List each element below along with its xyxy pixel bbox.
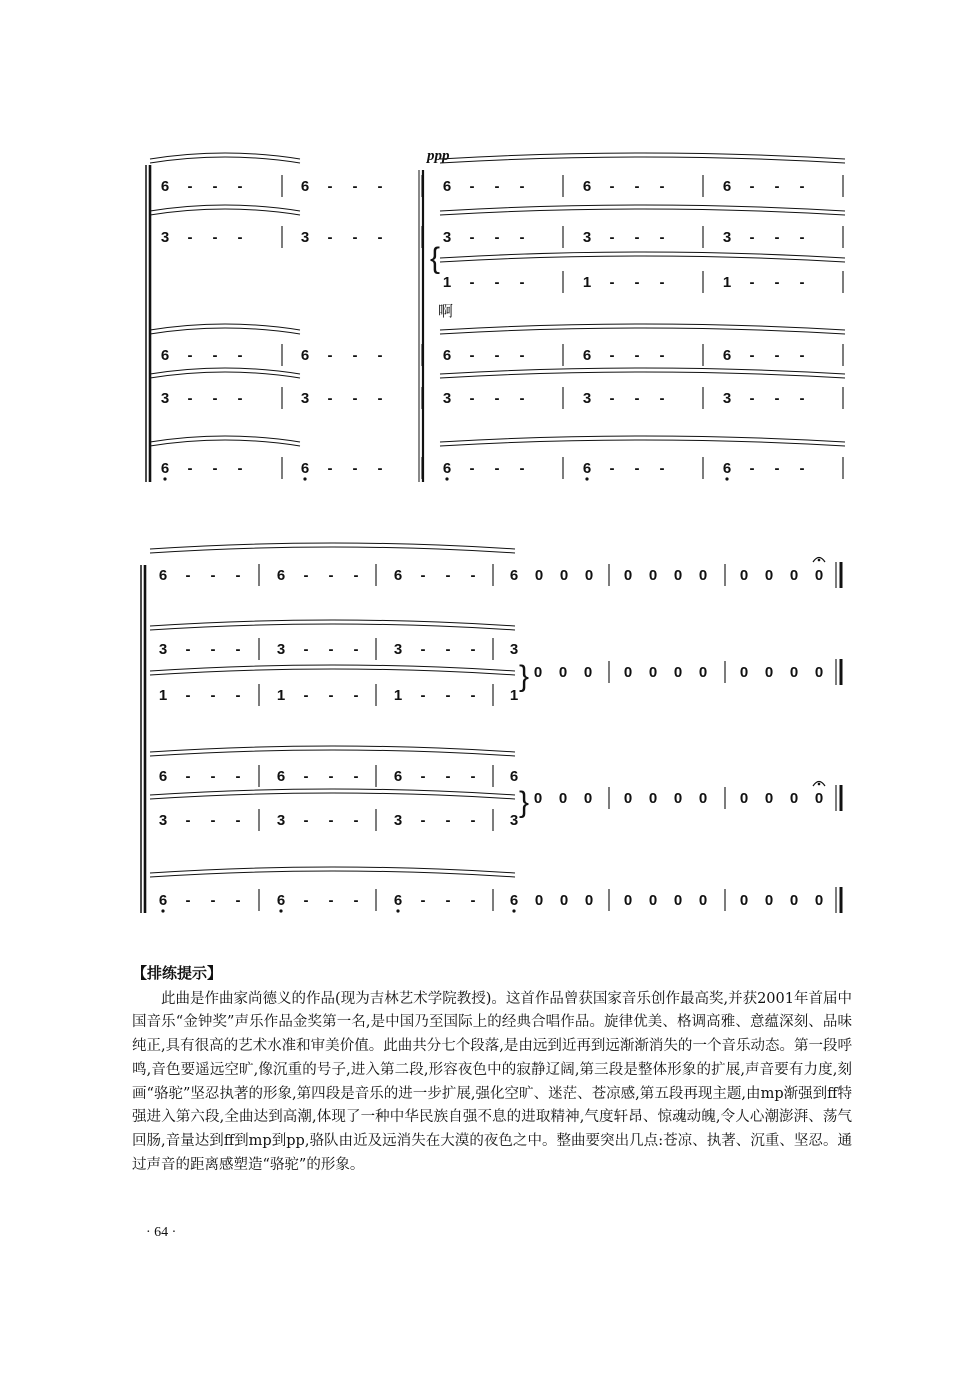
- tie-slur: [150, 793, 515, 799]
- dash: -: [303, 687, 309, 704]
- note: 3: [442, 229, 452, 246]
- dash: -: [210, 687, 216, 704]
- fermata-dot: [818, 559, 821, 562]
- tie-slur: [440, 256, 845, 262]
- dash: -: [420, 768, 426, 785]
- note: 1: [722, 274, 732, 291]
- tie-slur: [440, 368, 845, 374]
- dash: -: [774, 178, 780, 195]
- dash: -: [470, 567, 476, 584]
- tie-slur: [150, 665, 515, 671]
- dash: -: [494, 347, 500, 364]
- note: 0: [648, 567, 658, 584]
- note: 6: [509, 892, 519, 909]
- dash: -: [187, 178, 193, 195]
- dash: -: [377, 229, 383, 246]
- dash: -: [328, 567, 334, 584]
- note: 6: [582, 347, 592, 364]
- tie-slur: [150, 209, 300, 215]
- note: 3: [582, 229, 592, 246]
- dash: -: [210, 812, 216, 829]
- dash: -: [774, 274, 780, 291]
- tie-slur: [440, 252, 845, 258]
- dash: -: [609, 347, 615, 364]
- dash: -: [445, 641, 451, 658]
- dash: -: [799, 390, 805, 407]
- note: 3: [722, 390, 732, 407]
- dash: -: [749, 347, 755, 364]
- dash: -: [609, 178, 615, 195]
- note: 6: [442, 460, 452, 477]
- dash: -: [328, 768, 334, 785]
- dash: -: [519, 390, 525, 407]
- tie-slur: [150, 368, 300, 374]
- dash: -: [353, 768, 359, 785]
- octave-dot: [163, 477, 166, 480]
- dash: -: [634, 274, 640, 291]
- score-system-1: [146, 153, 845, 940]
- note: 3: [442, 390, 452, 407]
- tie-slur: [150, 440, 300, 446]
- tie-slur: [440, 328, 845, 334]
- note: 0: [698, 790, 708, 807]
- tie-slur: [150, 372, 300, 378]
- note: 0: [789, 664, 799, 681]
- dash: -: [519, 347, 525, 364]
- note: 6: [509, 567, 519, 584]
- dash: -: [235, 567, 241, 584]
- dash: -: [420, 687, 426, 704]
- note: 0: [673, 664, 683, 681]
- note: 1: [582, 274, 592, 291]
- tie-slur: [440, 440, 845, 446]
- score-system-2: [141, 543, 841, 913]
- rehearsal-heading: 【排练提示】: [132, 964, 223, 982]
- note: 0: [559, 567, 569, 584]
- octave-dot: [512, 909, 515, 912]
- dash: -: [445, 567, 451, 584]
- dash: -: [237, 347, 243, 364]
- dash: -: [353, 687, 359, 704]
- dash: -: [212, 229, 218, 246]
- note: 6: [722, 460, 732, 477]
- dash: -: [353, 567, 359, 584]
- note: 6: [300, 460, 310, 477]
- note: 0: [648, 892, 658, 909]
- dash: -: [420, 641, 426, 658]
- dash: -: [470, 687, 476, 704]
- dash: -: [187, 347, 193, 364]
- note: 0: [584, 567, 594, 584]
- dash: -: [303, 567, 309, 584]
- dash: -: [185, 768, 191, 785]
- note: 0: [623, 567, 633, 584]
- note: 3: [300, 390, 310, 407]
- dash: -: [609, 390, 615, 407]
- dash: -: [303, 641, 309, 658]
- note: 6: [509, 768, 519, 785]
- note: 1: [158, 687, 168, 704]
- note: 0: [764, 790, 774, 807]
- dash: -: [237, 390, 243, 407]
- dash: -: [237, 178, 243, 195]
- tie-slur: [440, 436, 845, 442]
- dash: -: [327, 178, 333, 195]
- note: 0: [814, 892, 824, 909]
- tie-slur: [440, 209, 845, 215]
- dash: -: [327, 460, 333, 477]
- note: 3: [393, 812, 403, 829]
- dash: -: [212, 178, 218, 195]
- dash: -: [634, 460, 640, 477]
- dash: -: [235, 768, 241, 785]
- note: 6: [582, 460, 592, 477]
- note: 0: [583, 790, 593, 807]
- dash: -: [470, 812, 476, 829]
- dash: -: [185, 812, 191, 829]
- note: 0: [559, 892, 569, 909]
- dash: -: [469, 274, 475, 291]
- dash: -: [519, 274, 525, 291]
- voice-brace: {: [430, 242, 441, 275]
- tie-slur: [150, 547, 515, 553]
- note: 3: [509, 641, 519, 658]
- dash: -: [774, 229, 780, 246]
- tie-slur: [150, 436, 300, 442]
- note: 0: [814, 790, 824, 807]
- note: 6: [158, 768, 168, 785]
- dash: -: [377, 347, 383, 364]
- tie-slur: [150, 789, 515, 795]
- dash: -: [659, 274, 665, 291]
- dash: -: [634, 390, 640, 407]
- rehearsal-notes: [132, 962, 852, 1177]
- note: 6: [722, 178, 732, 195]
- note: 6: [276, 892, 286, 909]
- dash: -: [494, 229, 500, 246]
- dash: -: [470, 892, 476, 909]
- note: 0: [533, 664, 543, 681]
- note: 0: [739, 892, 749, 909]
- note: 6: [276, 567, 286, 584]
- tie-slur: [440, 157, 845, 163]
- dash: -: [352, 390, 358, 407]
- note: 1: [442, 274, 452, 291]
- dash: -: [799, 178, 805, 195]
- dash: -: [469, 229, 475, 246]
- dash: -: [235, 687, 241, 704]
- note: 0: [698, 892, 708, 909]
- note: 1: [509, 687, 519, 704]
- dash: -: [235, 641, 241, 658]
- dash: -: [187, 390, 193, 407]
- dash: -: [235, 812, 241, 829]
- note: 1: [393, 687, 403, 704]
- dash: -: [185, 567, 191, 584]
- rehearsal-body: 此曲是作曲家尚德义的作品(现为吉林艺术学院教授)。这首作品曾获国家音乐创作最高奖,并获2001年首届中国音乐“金钟奖”声乐作品金奖第一名,是中国乃至国际上的经典合唱作品。旋律优美、格调高雅、意蕴深刻、品味纯正,具有很高的艺术水准和审美价值。此曲共分七个段落,是由远到近再到远渐渐消失的一个音乐动态。第一段呼鸣,音色要遥远空旷,像沉重的号子,进入第二段,形容夜色中的寂静辽阔,第三段是整体形象的扩展,声音要有力度,刻画“骆驼”坚忍执著的形象,第四段是音乐的进一步扩展,强化空旷、迷茫、苍凉感,第五段再现主题,由mp渐强到ff特强进入第六段,全曲达到高潮,体现了一种中华民族自强不息的进取精神,气度轩昂、惊魂动魄,令人心潮澎湃、荡气回肠,音量达到ff到mp到pp,骆队由近及远消失在大漠的夜色之中。整曲要突出几点:苍凉、执著、沉重、坚忍。通过声音的距离感塑造“骆驼”的形象。: [132, 990, 852, 1173]
- note: 3: [158, 641, 168, 658]
- note: 6: [393, 892, 403, 909]
- dash: -: [634, 229, 640, 246]
- note: 0: [534, 892, 544, 909]
- dash: -: [609, 274, 615, 291]
- note: 0: [739, 664, 749, 681]
- note: 0: [789, 790, 799, 807]
- dash: -: [774, 460, 780, 477]
- note: 6: [300, 347, 310, 364]
- dash: -: [327, 390, 333, 407]
- note: 0: [648, 790, 658, 807]
- note: 3: [300, 229, 310, 246]
- dash: -: [210, 641, 216, 658]
- dynamic-ppp: ppp: [427, 148, 450, 164]
- dash: -: [353, 812, 359, 829]
- dash: -: [609, 229, 615, 246]
- dash: -: [659, 229, 665, 246]
- octave-dot: [396, 909, 399, 912]
- dash: -: [303, 768, 309, 785]
- note: 1: [276, 687, 286, 704]
- dash: -: [187, 229, 193, 246]
- dash: -: [377, 460, 383, 477]
- dash: -: [420, 567, 426, 584]
- dash: -: [519, 229, 525, 246]
- note: 0: [533, 790, 543, 807]
- note: 0: [814, 664, 824, 681]
- note: 0: [673, 790, 683, 807]
- dash: -: [469, 390, 475, 407]
- dash: -: [328, 641, 334, 658]
- dash: -: [327, 347, 333, 364]
- dash: -: [187, 460, 193, 477]
- note: 3: [160, 390, 170, 407]
- dash: -: [469, 178, 475, 195]
- dash: -: [353, 641, 359, 658]
- note: 0: [764, 567, 774, 584]
- note: 6: [393, 768, 403, 785]
- dash: -: [634, 178, 640, 195]
- dash: -: [352, 229, 358, 246]
- note: 0: [764, 664, 774, 681]
- octave-dot: [585, 477, 588, 480]
- tie-slur: [150, 867, 515, 873]
- note: 0: [698, 664, 708, 681]
- note: 3: [276, 812, 286, 829]
- tie-slur: [440, 324, 845, 330]
- page-number: · 64 ·: [146, 1225, 177, 1240]
- note: 0: [814, 567, 824, 584]
- note: 0: [623, 892, 633, 909]
- tie-slur: [150, 746, 515, 752]
- octave-dot: [161, 909, 164, 912]
- note: 3: [160, 229, 170, 246]
- tie-slur: [150, 157, 300, 163]
- octave-dot: [279, 909, 282, 912]
- note: 6: [158, 567, 168, 584]
- note: 6: [722, 347, 732, 364]
- tie-slur: [150, 324, 300, 330]
- dash: -: [659, 347, 665, 364]
- note: 0: [739, 790, 749, 807]
- tie-slur: [150, 669, 515, 675]
- tie-slur: [150, 543, 515, 549]
- dash: -: [470, 768, 476, 785]
- dash: -: [352, 460, 358, 477]
- dash: -: [377, 178, 383, 195]
- dash: -: [749, 229, 755, 246]
- tie-slur: [440, 372, 845, 378]
- octave-dot: [303, 477, 306, 480]
- dash: -: [799, 460, 805, 477]
- dash: -: [445, 812, 451, 829]
- tie-slur: [440, 153, 845, 159]
- note: 0: [739, 567, 749, 584]
- dash: -: [749, 178, 755, 195]
- dash: -: [609, 460, 615, 477]
- note: 0: [583, 664, 593, 681]
- dash: -: [237, 229, 243, 246]
- dash: -: [469, 347, 475, 364]
- dash: -: [470, 641, 476, 658]
- dash: -: [327, 229, 333, 246]
- dash: -: [185, 892, 191, 909]
- note: 3: [509, 812, 519, 829]
- dash: -: [749, 274, 755, 291]
- dash: -: [353, 892, 359, 909]
- dash: -: [420, 812, 426, 829]
- note: 0: [623, 790, 633, 807]
- dash: -: [352, 178, 358, 195]
- dash: -: [237, 460, 243, 477]
- dash: -: [799, 347, 805, 364]
- fermata-dot: [818, 783, 821, 786]
- dash: -: [185, 641, 191, 658]
- note: 6: [160, 347, 170, 364]
- dash: -: [210, 768, 216, 785]
- note: 0: [698, 567, 708, 584]
- note: 0: [534, 567, 544, 584]
- note: 0: [558, 664, 568, 681]
- dash: -: [212, 347, 218, 364]
- dash: -: [210, 567, 216, 584]
- note: 0: [789, 567, 799, 584]
- dash: -: [494, 390, 500, 407]
- note: 0: [648, 664, 658, 681]
- tie-slur: [150, 871, 515, 877]
- note: 6: [442, 347, 452, 364]
- dash: -: [749, 460, 755, 477]
- dash: -: [212, 460, 218, 477]
- note: 3: [393, 641, 403, 658]
- note: 0: [558, 790, 568, 807]
- note: 3: [276, 641, 286, 658]
- octave-dot: [725, 477, 728, 480]
- dash: -: [210, 892, 216, 909]
- dash: -: [328, 687, 334, 704]
- dash: -: [634, 347, 640, 364]
- dash: -: [420, 892, 426, 909]
- dash: -: [445, 892, 451, 909]
- voice-brace: }: [519, 786, 530, 819]
- note: 6: [160, 460, 170, 477]
- note: 0: [673, 567, 683, 584]
- tie-slur: [150, 205, 300, 211]
- tie-slur: [150, 750, 515, 756]
- note: 6: [158, 892, 168, 909]
- dash: -: [377, 390, 383, 407]
- note: 6: [442, 178, 452, 195]
- note: 3: [582, 390, 592, 407]
- dash: -: [659, 460, 665, 477]
- dash: -: [659, 178, 665, 195]
- dash: -: [799, 274, 805, 291]
- note: 0: [623, 664, 633, 681]
- voice-brace: }: [519, 660, 530, 693]
- dash: -: [469, 460, 475, 477]
- tie-slur: [150, 624, 515, 630]
- note: 6: [582, 178, 592, 195]
- dash: -: [235, 892, 241, 909]
- note: 3: [158, 812, 168, 829]
- dash: -: [774, 347, 780, 364]
- dash: -: [659, 390, 665, 407]
- note: 0: [764, 892, 774, 909]
- dash: -: [328, 892, 334, 909]
- dash: -: [519, 178, 525, 195]
- note: 3: [722, 229, 732, 246]
- dash: -: [303, 892, 309, 909]
- tie-slur: [150, 328, 300, 334]
- dash: -: [328, 812, 334, 829]
- dash: -: [212, 390, 218, 407]
- dash: -: [749, 390, 755, 407]
- dash: -: [519, 460, 525, 477]
- note: 0: [789, 892, 799, 909]
- dash: -: [774, 390, 780, 407]
- dash: -: [303, 812, 309, 829]
- tie-slur: [440, 205, 845, 211]
- dash: -: [445, 687, 451, 704]
- tie-slur: [150, 153, 300, 159]
- dash: -: [352, 347, 358, 364]
- note: 0: [673, 892, 683, 909]
- octave-dot: [445, 477, 448, 480]
- dash: -: [185, 687, 191, 704]
- dash: -: [494, 178, 500, 195]
- note: 0: [584, 892, 594, 909]
- dash: -: [494, 460, 500, 477]
- note: 6: [160, 178, 170, 195]
- note: 6: [300, 178, 310, 195]
- dash: -: [494, 274, 500, 291]
- note: 6: [276, 768, 286, 785]
- dash: -: [799, 229, 805, 246]
- dash: -: [445, 768, 451, 785]
- note: 6: [393, 567, 403, 584]
- lyric-a: 啊: [438, 302, 454, 320]
- tie-slur: [150, 620, 515, 626]
